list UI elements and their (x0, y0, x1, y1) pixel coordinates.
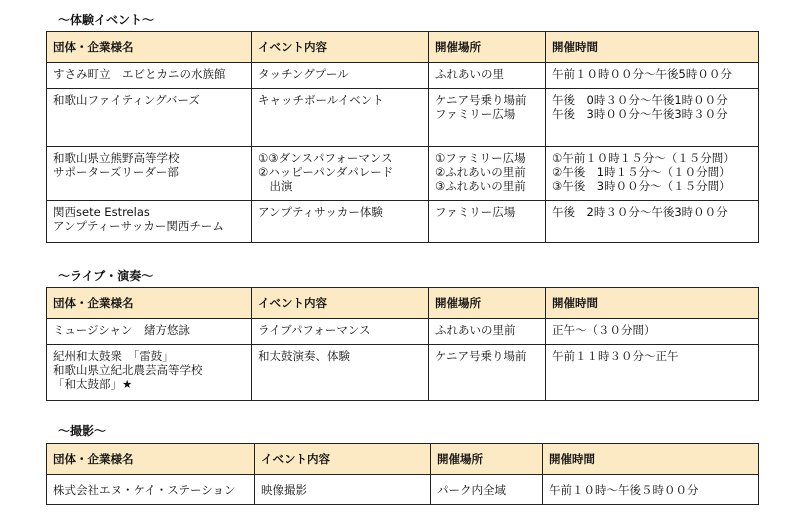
cell-organization: ミュージシャン 緒方悠詠 (47, 319, 252, 345)
cell-time: ①午前１０時１５分～（１５分間） ②午後 1時１５分～（１０分間） ③午後 3時００分～（１５分間） (546, 147, 759, 201)
table-row (47, 201, 759, 243)
experience-events-table (46, 31, 759, 243)
section-title-experience: ～体験イベント～ (58, 13, 155, 27)
cell-event-content: アンプティサッカー体験 (252, 201, 429, 243)
table-header-row (47, 288, 759, 319)
table-row (47, 63, 759, 89)
filming-table (46, 443, 759, 505)
header-event-content: イベント内容 (252, 288, 429, 319)
cell-organization: 紀州和太鼓衆 「雷鼓」 和歌山県立紀北農芸高等学校 「和太鼓部」★ (47, 345, 252, 401)
cell-organization: 関西sete Estrelas アンプティーサッカー関西チーム (47, 201, 252, 243)
table-row (47, 147, 759, 201)
cell-time: 午前１１時３０分～正午 (546, 345, 759, 401)
live-performance-table (46, 287, 759, 401)
cell-time: 午後 2時３０分～午後3時００分 (546, 201, 759, 243)
cell-organization: 株式会社エヌ・ケイ・ステーション (47, 475, 255, 505)
section-title-filming: ～撮影～ (58, 424, 107, 438)
cell-venue: ふれあいの里前 (429, 319, 546, 345)
header-organization: 団体・企業様名 (47, 288, 252, 319)
section-title-live: ～ライブ・演奏～ (58, 269, 154, 283)
cell-organization: すさみ町立 エビとカニの水族館 (47, 63, 252, 89)
header-venue: 開催場所 (429, 288, 546, 319)
cell-time: 午前１０時００分～午後5時００分 (546, 63, 759, 89)
table-header-row (47, 32, 759, 63)
header-organization: 団体・企業様名 (47, 32, 252, 63)
cell-event-content: 和太鼓演奏、体験 (252, 345, 429, 401)
cell-organization: 和歌山県立熊野高等学校 サポーターズリーダー部 (47, 147, 252, 201)
cell-venue: ①ファミリー広場 ②ふれあいの里前 ③ふれあいの里前 (429, 147, 546, 201)
header-event-content: イベント内容 (252, 32, 429, 63)
cell-event-content: 映像撮影 (255, 475, 431, 505)
cell-event-content: キャッチボールイベント (252, 89, 429, 147)
header-venue: 開催場所 (431, 444, 543, 475)
header-venue: 開催場所 (429, 32, 546, 63)
cell-venue: ケニア号乗り場前 (429, 345, 546, 401)
table-header-row (47, 444, 759, 475)
header-event-content: イベント内容 (255, 444, 431, 475)
header-organization: 団体・企業様名 (47, 444, 255, 475)
cell-venue: パーク内全域 (431, 475, 543, 505)
header-time: 開催時間 (543, 444, 759, 475)
cell-organization: 和歌山ファイティングバーズ (47, 89, 252, 147)
cell-event-content: ライブパフォーマンス (252, 319, 429, 345)
header-time: 開催時間 (546, 288, 759, 319)
table-row (47, 345, 759, 401)
table-row (47, 319, 759, 345)
table-row (47, 89, 759, 147)
cell-event-content: ①③ダンスパフォーマンス ②ハッピーパンダパレード 出演 (252, 147, 429, 201)
cell-time: 午前１０時～午後５時００分 (543, 475, 759, 505)
cell-time: 午後 0時３０分～午後1時００分 午後 3時００分～午後3時３０分 (546, 89, 759, 147)
cell-venue: ケニア号乗り場前 ファミリー広場 (429, 89, 546, 147)
cell-venue: ファミリー広場 (429, 201, 546, 243)
cell-event-content: タッチングプール (252, 63, 429, 89)
cell-time: 正午～（３０分間） (546, 319, 759, 345)
header-time: 開催時間 (546, 32, 759, 63)
table-row (47, 475, 759, 505)
cell-venue: ふれあいの里 (429, 63, 546, 89)
